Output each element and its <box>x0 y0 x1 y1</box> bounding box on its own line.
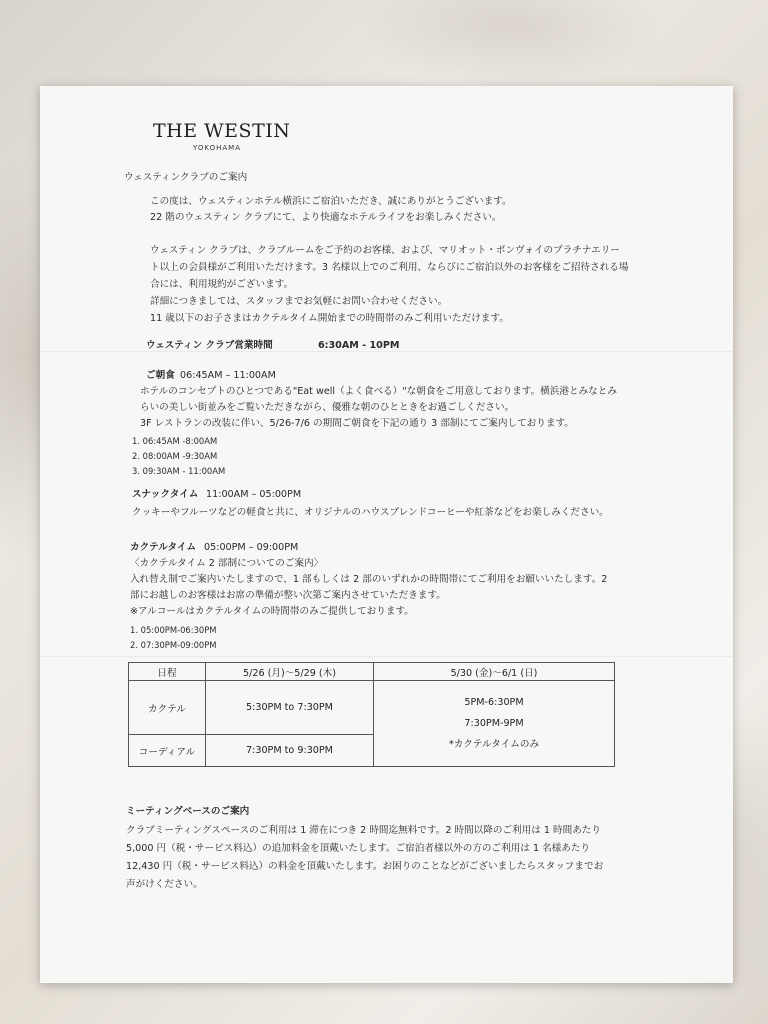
intro-line: この度は、ウェスティンホテル横浜にご宿泊いただき、誠にありがとうございます。 <box>150 196 512 207</box>
breakfast-slot: 3. 09:30AM - 11:00AM <box>132 466 226 476</box>
schedule-table <box>128 662 615 767</box>
cocktail-label: カクテルタイム <box>130 542 197 553</box>
table-cell-line: 5PM-6:30PM <box>464 697 524 708</box>
table-row <box>129 681 615 735</box>
table-cell <box>374 681 615 767</box>
cocktail-desc: 〈カクテルタイム 2 部制についてのご案内〉 <box>130 558 324 569</box>
cocktail-desc: 入れ替え制でご案内いたしますので、1 部もしくは 2 部のいずれかの時間帯にてご利用をお願いいたします。2 <box>130 574 608 585</box>
table-header-cell: 5/26 (月)～5/29 (木) <box>206 663 374 681</box>
table-cell: カクテル <box>129 681 206 735</box>
snack-time: 11:00AM – 05:00PM <box>206 489 302 500</box>
info-sheet <box>40 86 733 983</box>
cocktail-slot: 1. 05:00PM-06:30PM <box>130 625 217 635</box>
table-cell-line: *カクテルタイムのみ <box>448 739 540 750</box>
snack-desc: クッキーやフルーツなどの軽食と共に、オリジナルのハウスブレンドコーヒーや紅茶などをお楽しみください。 <box>132 507 609 518</box>
table-cell: コーディアル <box>129 735 206 767</box>
intro-line: 22 階のウェスティン クラブにて、より快適なホテルライフをお楽しみください。 <box>150 212 502 223</box>
eligibility-line: 詳細につきましては、スタッフまでお気軽にお問い合わせください。 <box>150 296 448 307</box>
page-title: ウェスティンクラブのご案内 <box>124 172 248 183</box>
meeting-desc: 12,430 円（税・サービス料込）の料金を頂戴いたします。お困りのことなどがございましたらスタッフまでお <box>126 861 604 872</box>
eligibility-line: 11 歳以下のお子さまはカクテルタイム開始までの時間帯のみご利用いただけます。 <box>150 313 509 324</box>
breakfast-desc: 3F レストランの改装に伴い、5/26-7/6 の期間ご朝食を下記の通り 3 部制にてご案内しております。 <box>140 418 574 429</box>
table-cell-line: 7:30PM-9PM <box>464 718 524 729</box>
meeting-desc: クラブミーティングスペースのご利用は 1 滞在につき 2 時間迄無料です。2 時間以降のご利用は 1 時間あたり <box>126 825 601 836</box>
eligibility-line: ト以上の会員様がご利用いただけます。3 名様以上でのご利用、ならびにご宿泊以外のお客様をご招待される場 <box>150 262 629 273</box>
breakfast-label: ご朝食 <box>146 370 175 381</box>
hours-value: 6:30AM - 10PM <box>318 340 400 351</box>
paper-fold <box>40 656 733 658</box>
table-cell: 7:30PM to 9:30PM <box>206 735 374 767</box>
cocktail-desc: 部にお越しのお客様はお席の準備が整い次第ご案内させていただきます。 <box>130 590 446 601</box>
breakfast-desc: ホテルのコンセプトのひとつである"Eat well（よく食べる）"な朝食をご用意しております。横浜港とみなとみ <box>140 386 617 397</box>
breakfast-slot: 2. 08:00AM -9:30AM <box>132 451 218 461</box>
table-header-cell: 日程 <box>129 663 206 681</box>
breakfast-desc: らいの美しい街並みをご覧いただきながら、優雅な朝のひとときをお過ごしください。 <box>140 402 515 413</box>
breakfast-time: 06:45AM – 11:00AM <box>180 370 276 381</box>
meeting-desc: 声がけください。 <box>126 879 203 890</box>
cocktail-desc: ※アルコールはカクテルタイムの時間帯のみご提供しております。 <box>130 606 414 617</box>
snack-label: スナックタイム <box>132 489 199 500</box>
table-header-cell: 5/30 (金)～6/1 (日) <box>374 663 615 681</box>
table-cell: 5:30PM to 7:30PM <box>206 681 374 735</box>
meeting-desc: 5,000 円（税・サービス料込）の追加料金を頂戴いたします。ご宿泊者様以外の方のご利用は 1 名様あたり <box>126 843 591 854</box>
cocktail-time: 05:00PM – 09:00PM <box>204 542 299 553</box>
marble-vein <box>360 0 660 90</box>
westin-logo: THE WESTIN <box>153 120 291 142</box>
meeting-label: ミーティングベースのご案内 <box>126 806 250 817</box>
eligibility-line: ウェスティン クラブは、クラブルームをご予約のお客様、および、マリオット・ボンヴォイのプラチナエリー <box>150 245 620 256</box>
cocktail-slot: 2. 07:30PM-09:00PM <box>130 640 217 650</box>
breakfast-slot: 1. 06:45AM -8:00AM <box>132 436 218 446</box>
hours-label: ウェスティン クラブ営業時間 <box>146 340 273 351</box>
westin-logo-sub: YOKOHAMA <box>193 144 242 152</box>
table-row <box>129 663 615 681</box>
eligibility-line: 合には、利用規約がございます。 <box>150 279 294 290</box>
